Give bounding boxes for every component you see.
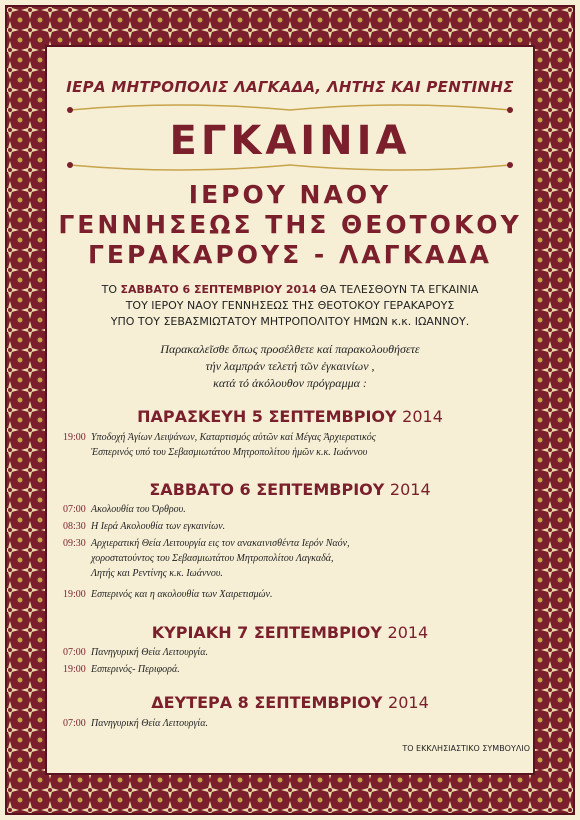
subtitle-line-1: ΙΕΡΟΥ ΝΑΟΥ	[188, 180, 392, 209]
event-time: 19:00	[63, 664, 86, 675]
subtitle-line-3: ΓΕΡΑΚΑΡΟΥΣ - ΛΑΓΚΑΔΑ	[88, 240, 492, 269]
event-time: 08:30	[63, 521, 86, 532]
event-text: Υποδοχή Ἁγίων Λειψάνων, Καταρτισμός αὐτῶν καί Μέγας Ἀρχιερατικός Ἑσπερινός υπό του Σεβασμιωτάτου Μητροπολίτου ἡμῶν κ.κ. Ιωάννου	[91, 432, 376, 458]
event-time: 07:00	[63, 647, 86, 658]
event-text: Αρχιερατική Θεία Λειτουργία εις τον ανακαινισθέντα Ιερόν Ναόν, χοροστατούντος του Σεβασμιωτάτου Μητροπολίτου Λαγκαδά, Λητής και Ρεντίνης κ.κ. Ιωάννου.	[91, 538, 350, 579]
subtitle-line-2: ΓΕΝΝΗΣΕΩΣ ΤΗΣ ΘΕΟΤΟΚΟΥ	[58, 210, 522, 239]
event-text: Πανηγυρική Θεία Λειτουργία.	[91, 647, 208, 658]
event-text: Η Ιερά Ακολουθία των εγκαινίων.	[91, 521, 226, 532]
event-text: Πανηγυρική Θεία Λειτουργία.	[91, 718, 208, 729]
intro-line-1: ΤΟ ΣΑΒΒΑΤΟ 6 ΣΕΠΤΕΜΒΡΙΟΥ 2014 ΘΑ ΤΕΛΕΣΘΟΥΝ ΤΑ ΕΓΚΑΙΝΙΑ	[101, 283, 479, 296]
church-council-signature: ΤΟ ΕΚΚΛΗΣΙΑΣΤΙΚΟ ΣΥΜΒΟΥΛΙΟ	[402, 744, 530, 753]
event-time: 09:30	[63, 538, 86, 549]
intro-line-3: ΥΠΟ ΤΟΥ ΣΕΒΑΣΜΙΩΤΑΤΟΥ ΜΗΤΡΟΠΟΛΙΤΟΥ ΗΜΩΝ κ.κ. ΙΩΑΝΝΟΥ.	[110, 315, 470, 328]
intro-text	[0, 282, 580, 330]
intro-line-2: ΤΟΥ ΙΕΡΟΥ ΝΑΟΥ ΓΕΝΝΗΣΕΩΣ ΤΗΣ ΘΕΟΤΟΚΟΥ ΓΕΡΑΚΑΡΟΥΣ	[125, 299, 455, 312]
page-title: ΕΓΚΑΙΝΙΑ	[169, 118, 411, 164]
day-heading-monday: ΔΕΥΤΕΡΑ 8 ΣΕΠΤΕΜΒΡΙΟΥ 2014	[151, 693, 429, 712]
event-time: 07:00	[63, 504, 86, 515]
event-text: Ακολουθία του Όρθρου.	[91, 504, 186, 515]
event-time: 19:00	[63, 589, 86, 600]
metropolis-name: ΙΕΡΑ ΜΗΤΡΟΠΟΛΙΣ ΛΑΓΚΑΔΑ, ΛΗΤΗΣ ΚΑΙ ΡΕΝΤΙΝΗΣ	[66, 78, 514, 96]
intro-date: ΣΑΒΒΑΤΟ 6 ΣΕΠΤΕΜΒΡΙΟΥ 2014	[120, 283, 317, 296]
event-text: Εσπερινός και η ακολουθία των Χαιρετισμών.	[91, 589, 273, 600]
event-time: 19:00	[63, 432, 86, 443]
event-time: 07:00	[63, 718, 86, 729]
invitation-text: Παρακαλεῖσθε ὅπως προσέλθετε καί παρακολουθήσετε τήν λαμπράν τελετή τῶν ἐγκαινίων , κατά τό ἀκόλουθον πρόγραμμα :	[160, 342, 420, 390]
day-heading-saturday: ΣΑΒΒΑΤΟ 6 ΣΕΠΤΕΜΒΡΙΟΥ 2014	[149, 480, 431, 499]
day-heading-friday: ΠΑΡΑΣΚΕΥΗ 5 ΣΕΠΤΕΜΒΡΙΟΥ 2014	[137, 407, 443, 426]
day-heading-sunday: ΚΥΡΙΑΚΗ 7 ΣΕΠΤΕΜΒΡΙΟΥ 2014	[151, 623, 429, 642]
event-text: Εσπερινός- Περιφορά.	[91, 664, 180, 675]
